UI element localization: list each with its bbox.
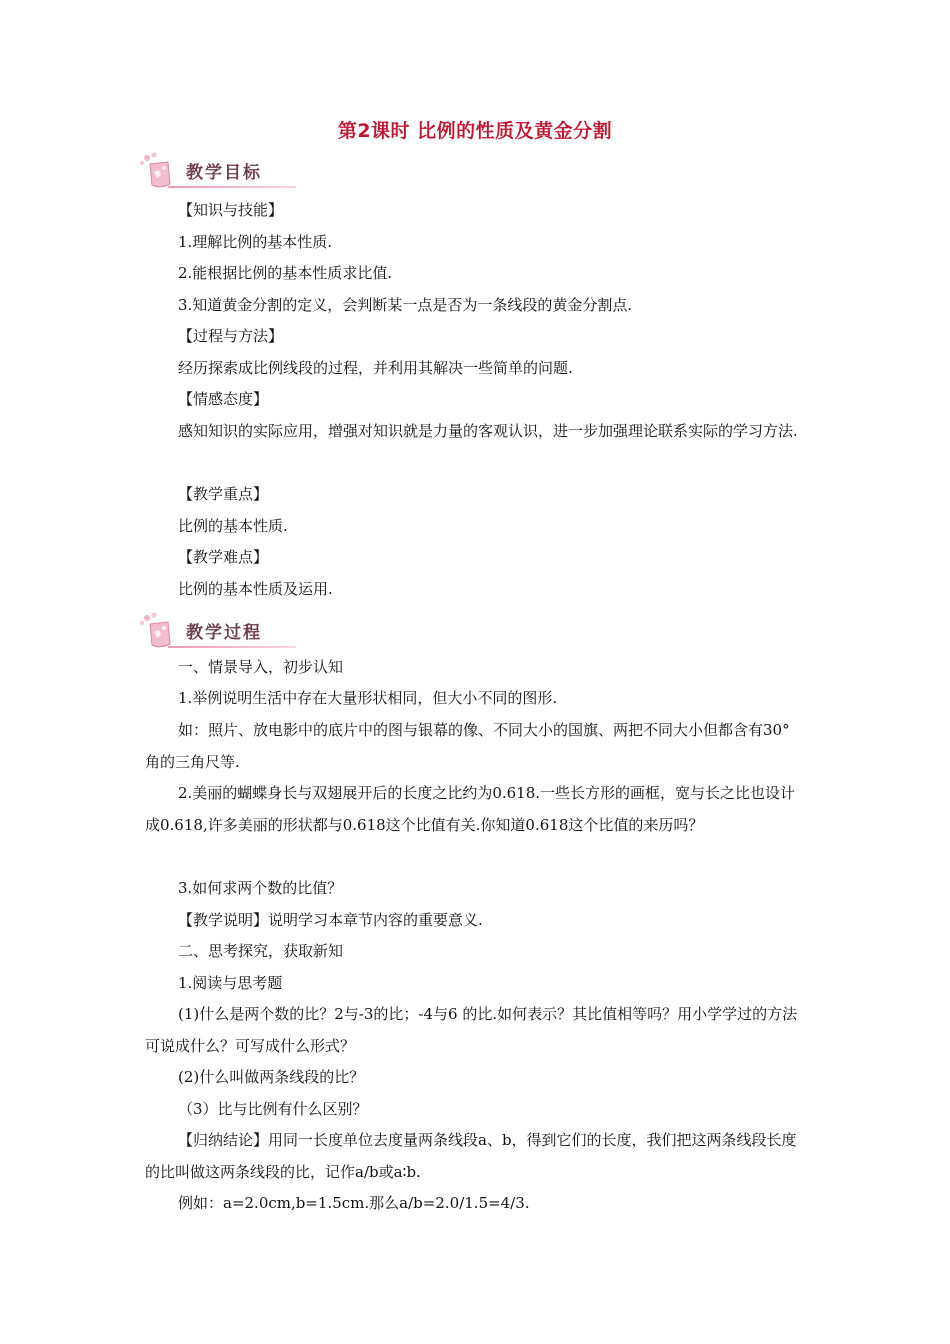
- section-heading: 教学目标: [186, 163, 262, 183]
- paragraph: 【过程与方法】: [178, 327, 284, 345]
- paragraph: 3.知道黄金分割的定义，会判断某一点是否为一条线段的黄金分割点.: [178, 296, 633, 314]
- section-underline: [168, 186, 296, 188]
- paragraph: (2)什么叫做两条线段的比？: [178, 1068, 365, 1086]
- section-underline: [168, 646, 296, 648]
- paragraph: 比例的基本性质及运用.: [178, 580, 333, 598]
- paragraph: 3.如何求两个数的比值？: [178, 879, 343, 897]
- paragraph: 2.美丽的蝴蝶身长与双翅展开后的长度之比约为0.618.一些长方形的画框，宽与长之比也设计成0.618,许多美丽的形状都与0.618这个比值有关.你知道0.618这个比值的来历吗？: [145, 784, 796, 834]
- paragraph: 二、思考探究，获取新知: [178, 942, 344, 960]
- paragraph: 1.阅读与思考题: [178, 974, 283, 992]
- paragraph: 感知知识的实际应用，增强对知识就是力量的客观认识，进一步加强理论联系实际的学习方法.: [178, 422, 798, 440]
- paragraph: 【归纳结论】用同一长度单位去度量两条线段a、b，得到它们的长度，我们把这两条线段长度的比叫做这两条线段的比，记作a/b或a∶b.: [145, 1131, 797, 1181]
- paragraph: 如：照片、放电影中的底片中的图与银幕的像、不同大小的国旗、两把不同大小但都含有30° 角的三角尺等.: [145, 721, 790, 771]
- paragraph: 【情感态度】: [178, 390, 269, 408]
- paragraph: 【教学难点】: [178, 548, 269, 566]
- paragraph: 【教学重点】: [178, 485, 269, 503]
- paragraph: 1.举例说明生活中存在大量形状相同，但大小不同的图形.: [178, 689, 558, 707]
- section-header-process: [138, 612, 298, 652]
- paragraph: 2.能根据比例的基本性质求比值.: [178, 264, 393, 282]
- paragraph: (1)什么是两个数的比？2与-3的比；-4与6 的比.如何表示？其比值相等吗？用小学学过的方法可说成什么？可写成什么形式？: [145, 1005, 798, 1055]
- section-header-objectives: [138, 152, 298, 192]
- flower-pot-icon: [138, 152, 182, 190]
- paragraph: 经历探索成比例线段的过程，并利用其解决一些简单的问题.: [178, 359, 573, 377]
- paragraph: 【教学说明】说明学习本章节内容的重要意义.: [178, 911, 483, 929]
- paragraph: （3）比与比例有什么区别？: [178, 1100, 368, 1118]
- paragraph: 1.理解比例的基本性质.: [178, 233, 333, 251]
- paragraph: 一、情景导入，初步认知: [178, 658, 344, 676]
- paragraph: 例如：a=2.0cm,b=1.5cm.那么a/b=2.0/1.5=4/3.: [178, 1194, 530, 1212]
- page-title: 第2课时 比例的性质及黄金分割: [337, 120, 613, 142]
- paragraph: 比例的基本性质.: [178, 517, 288, 535]
- flower-pot-icon: [138, 612, 182, 650]
- section-heading: 教学过程: [186, 623, 262, 643]
- paragraph: 【知识与技能】: [178, 201, 284, 219]
